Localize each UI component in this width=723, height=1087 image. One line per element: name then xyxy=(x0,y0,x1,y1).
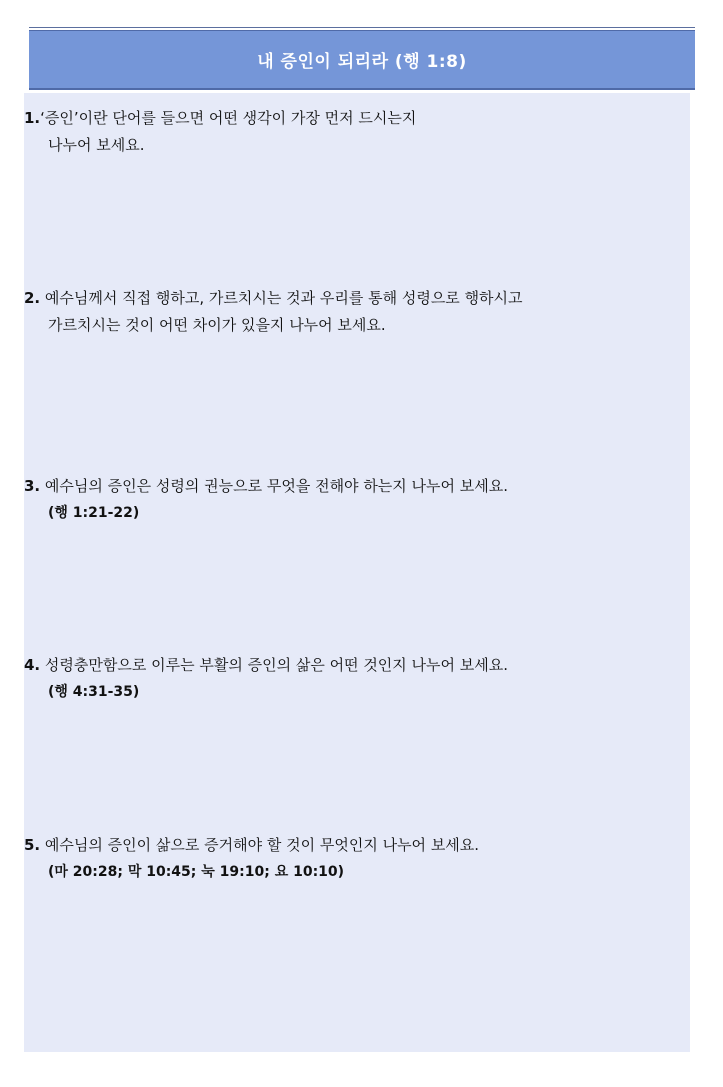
scripture-reference: (행 1:21-22) xyxy=(48,505,140,521)
question-1 xyxy=(24,105,644,159)
question-text: 성령충만함으로 이루는 부활의 증인의 삶은 어떤 것인지 나누어 보세요. xyxy=(40,656,509,674)
question-2 xyxy=(24,285,644,339)
question-text: 예수님의 증인이 삶으로 증거해야 할 것이 무엇인지 나누어 보세요. xyxy=(40,836,480,854)
top-rule xyxy=(29,27,695,28)
page-title: 내 증인이 되리라 (행 1:8) xyxy=(257,52,467,72)
question-text: ‘증인’이란 단어를 들으면 어떤 생각이 가장 먼저 드시는지 xyxy=(40,109,417,127)
question-number: 1. xyxy=(24,109,41,127)
question-number: 2. xyxy=(24,289,41,307)
question-5 xyxy=(24,832,644,886)
question-number: 4. xyxy=(24,656,41,674)
question-number: 5. xyxy=(24,836,41,854)
question-text: 예수님께서 직접 행하고, 가르치시는 것과 우리를 통해 성령으로 행하시고 xyxy=(40,289,523,307)
question-4 xyxy=(24,652,644,706)
title-banner xyxy=(29,30,695,90)
question-number: 3. xyxy=(24,477,41,495)
question-text-continued: 가르치시는 것이 어떤 차이가 있을지 나누어 보세요. xyxy=(48,316,386,334)
scripture-reference: (행 4:31-35) xyxy=(48,684,140,700)
question-3 xyxy=(24,473,644,527)
question-sheet xyxy=(24,93,690,1052)
scripture-reference: (마 20:28; 막 10:45; 눅 19:10; 요 10:10) xyxy=(48,864,345,880)
question-text-continued: 나누어 보세요. xyxy=(48,136,145,154)
question-text: 예수님의 증인은 성령의 권능으로 무엇을 전해야 하는지 나누어 보세요. xyxy=(40,477,509,495)
